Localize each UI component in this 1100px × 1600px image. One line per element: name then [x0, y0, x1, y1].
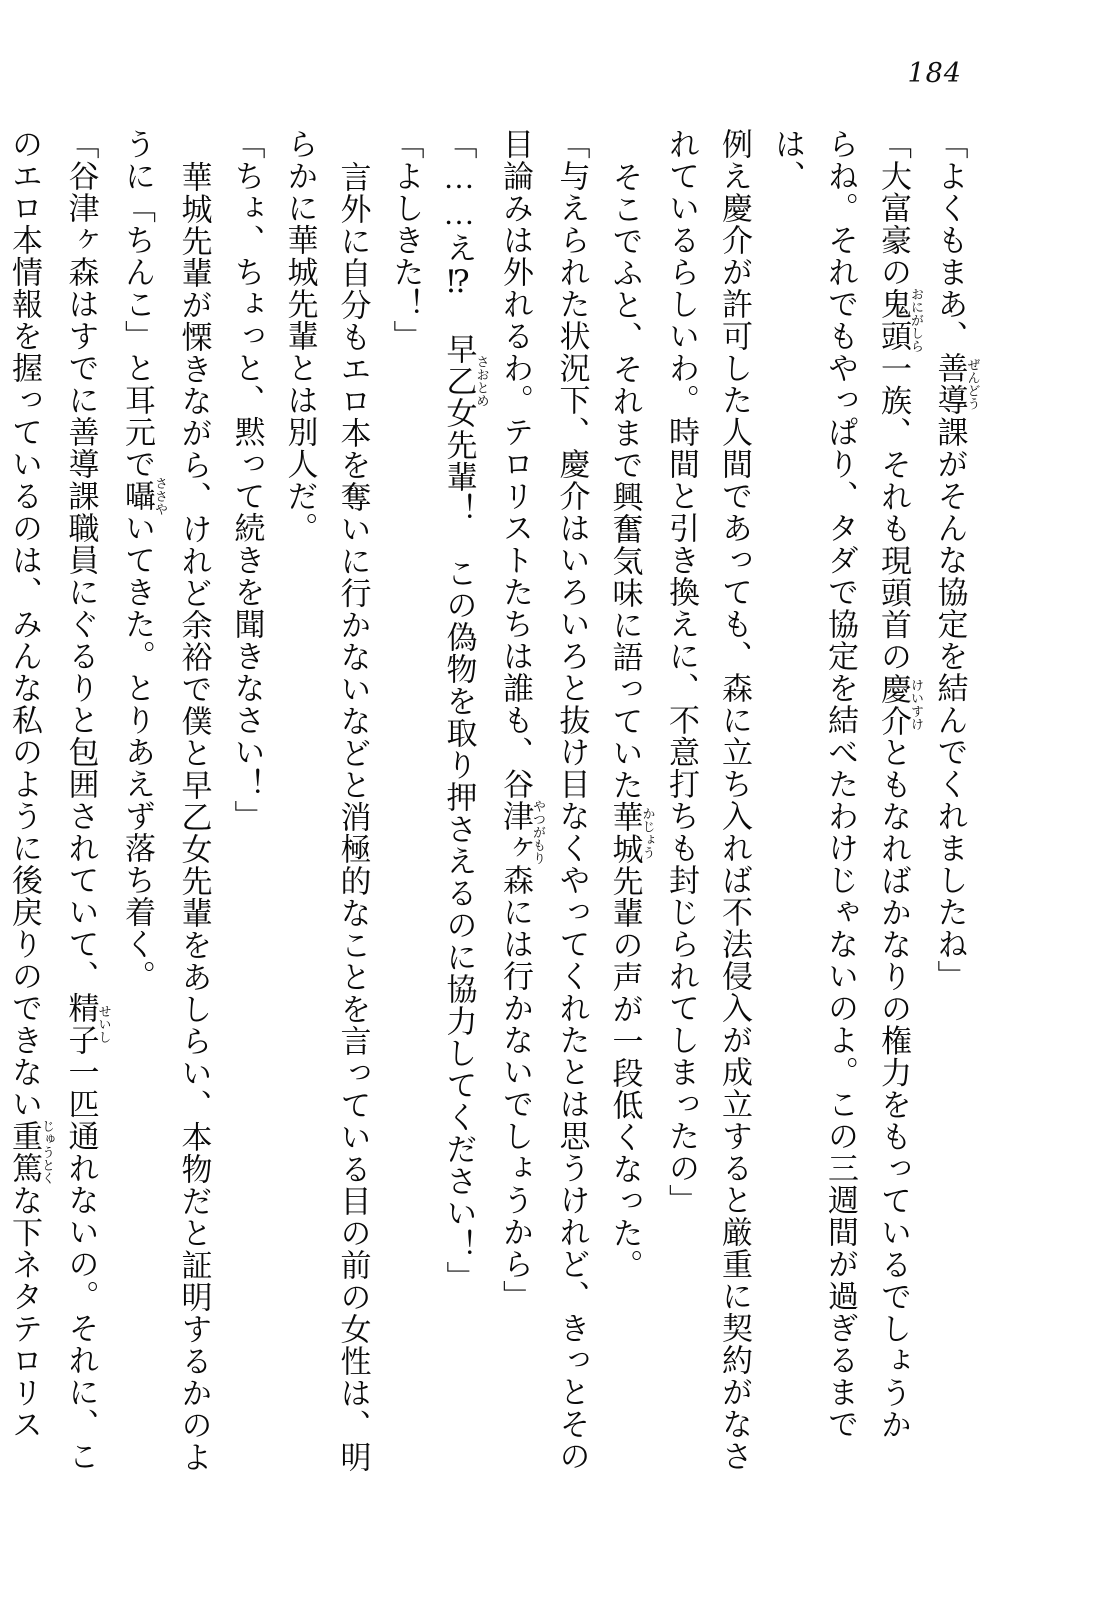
furigana-word: 鬼頭おにがしら [876, 287, 924, 353]
text-line: れているらしいわ。時間と引き換えに、不意打ちも封じられてしまったの」 [664, 128, 699, 1216]
furigana-word: 華城かじょう [607, 801, 656, 865]
furigana-word: 谷津ヶ森やつがもり [498, 768, 546, 896]
furigana-word: 精子せいし [63, 992, 112, 1056]
text-line: うに「ちんこ」と耳元で囁ささやいてきた。とりあえず落ち着く。 [120, 128, 168, 992]
furigana-word: 重篤じゅうとく [7, 1119, 55, 1185]
page-number: 184 [907, 58, 962, 89]
text-line: 「ちょ、ちょっと、黙って続きを聞きなさい！」 [229, 128, 265, 832]
text-line: 目論みは外れるわ。テロリストたちは誰も、谷津ヶ森やつがもりには行かないでしょうから」 [498, 128, 546, 1312]
text-line: 言外に自分もエロ本を奪いに行かないなどと消極的なことを言っている目の前の女性は、明 [335, 161, 371, 1473]
furigana-word: 囁ささや [120, 476, 168, 516]
text-line: 例え慶介が許可した人間であっても、森に立ち入れば不法侵入が成立すると厳重に契約がなさ [717, 128, 752, 1472]
text-line: 「……え⁉ 早乙女さおとめ先輩！ この偽物を取り押さえるのに協力してください！」 [441, 128, 490, 1293]
text-line: 「大富豪の鬼頭おにがしら一族、それも現頭首の慶介けいすけともなればかなりの権力をもっているでしょうか [876, 128, 924, 1441]
text-line: 「よしきた！」 [388, 128, 424, 352]
text-line: 「与えられた状況下、慶介はいろいろと抜け目なくやってくれたとは思うけれど、きっとその [554, 128, 590, 1472]
text-line: 「谷津ヶ森はすでに善導課職員にぐるりと包囲されていて、精子せいし一匹通れないの。それに、こ [63, 128, 112, 1472]
text-line: のエロ本情報を握っているのは、みんな私のように後戻りのできない重篤じゅうとくな下ネタテロリス [7, 128, 55, 1441]
text-line: そこでふと、それまで興奮気味に語っていた華城かじょう先輩の声が一段低くなった。 [607, 161, 656, 1281]
furigana-word: 慶介けいすけ [876, 672, 924, 737]
text-line: 華城先輩が慄きながら、けれど余裕で僕と早乙女先輩をあしらい、本物だと証明するかのよ [176, 161, 212, 1473]
text-line: らね。それでもやっぱり、タダで協定を結べたわけじゃないのよ。この三週間が過ぎるまでは、 [770, 128, 858, 1440]
text-line: 「よくもまあ、善導ぜんどう課がそんな協定を結んでくれましたね」 [932, 128, 981, 992]
furigana-word: 善導ぜんどう [932, 352, 981, 416]
text-line: らかに華城先輩とは別人だ。 [282, 128, 318, 544]
text-block [0, 128, 980, 1500]
furigana-word: 早乙女さおとめ [441, 333, 490, 429]
